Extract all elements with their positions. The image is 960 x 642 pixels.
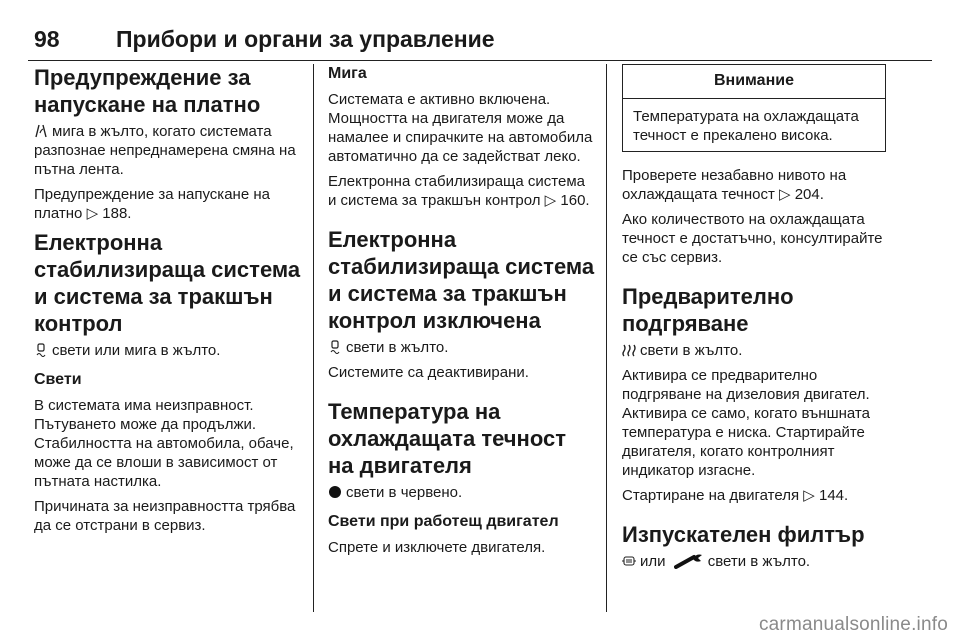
- para-flash-2: Електронна стабилизираща система и система за тракшън контрол ▷ 160.: [328, 173, 590, 209]
- page-header: [28, 22, 932, 56]
- glow-plug-icon: [622, 343, 636, 357]
- column-divider-2: [606, 64, 607, 612]
- para-flash-1: Системата е активно включена. Мощността на двигателя може да намалее и спирачките на автомобила автоматично да се задействат леко.: [328, 91, 593, 165]
- heading-coolant: Температура на охлаждащата течност на двигателя: [328, 399, 567, 478]
- warning-box: [622, 64, 886, 152]
- para-level: Ако количеството на охлаждащата течност е достатъчно, консултирайте се със сервиз.: [622, 211, 883, 266]
- lane-departure-icon: [34, 124, 48, 138]
- para-lane-2: Предупреждение за напускане на платно ▷ 188.: [34, 186, 270, 222]
- heading-filter: Изпускателен филтър: [622, 522, 865, 547]
- heading-esc: Електронна стабилизираща система и система за тракшън контрол: [34, 230, 301, 336]
- page-ref-arrow-icon: ▷: [779, 186, 791, 203]
- page-ref-arrow-icon: ▷: [86, 205, 99, 222]
- para-on-1: В системата има неизправност. Пътуването може да продължи. Стабилността на автомобила, обаче, може да се влоши в зависимост от пътната настилка.: [34, 397, 294, 490]
- column-divider-1: [313, 64, 314, 612]
- para-cool-1: свети в червено.: [328, 483, 596, 502]
- watermark: carmanualsonline.info: [758, 614, 948, 635]
- warning-body: Температурата на охлаждащата течност е прекалено висока.: [633, 108, 859, 144]
- subheading-on: Свети: [34, 371, 82, 388]
- page-number: 98: [34, 26, 60, 52]
- heading-preheat: Предварително подгряване: [622, 284, 794, 336]
- subheading-flash: Мига: [328, 65, 367, 82]
- para-filter: или свети в жълто.: [622, 552, 890, 571]
- warning-title: Внимание: [623, 65, 885, 99]
- para-pre-1: свети в жълто.: [622, 341, 890, 360]
- page-ref[interactable]: 204.: [794, 186, 824, 203]
- subheading-running: Свети при работещ двигател: [328, 513, 559, 530]
- para-lane-1: мига в жълто, когато системата разпознае непреднамерена смяна на пътна лента.: [34, 123, 296, 178]
- esc-off-icon: [328, 340, 342, 354]
- column-3: [622, 64, 890, 577]
- page-ref[interactable]: 160.: [560, 192, 590, 209]
- para-pre-2: Активира се предварително подгряване на дизеловия двигател. Активира се само, когато външната температура е ниска. Стартирайте двигателя, когато контролният индикатор изгасне.: [622, 367, 870, 479]
- column-2: [328, 64, 596, 563]
- heading-lane-departure: Предупреждение за напускане на платно: [34, 65, 261, 117]
- heading-esc-off: Електронна стабилизираща система и система за тракшън контрол изключена: [328, 227, 595, 333]
- page-ref[interactable]: 144.: [818, 487, 849, 504]
- para-run-1: Спрете и изключете двигателя.: [328, 539, 546, 556]
- column-1: [34, 64, 306, 541]
- para-on-2: Причината за неизправността трябва да се отстрани в сервиз.: [34, 498, 296, 534]
- page-ref-arrow-icon: ▷: [803, 487, 815, 504]
- page-title: Прибори и органи за управление: [116, 26, 495, 52]
- header-rule: [28, 60, 932, 61]
- filled-circle-icon: [328, 485, 342, 499]
- exhaust-filter-icon: [622, 554, 636, 568]
- page-ref-arrow-icon: ▷: [544, 192, 557, 209]
- para-check: Проверете незабавно нивото на охлаждащата течност ▷ 204.: [622, 167, 847, 203]
- page-ref[interactable]: 188.: [102, 205, 132, 222]
- para-esc-1: свети или мига в жълто.: [34, 341, 306, 360]
- esc-car-skid-icon: [34, 343, 48, 357]
- wrench-icon: [674, 553, 704, 569]
- para-off-2: Системите са деактивирани.: [328, 364, 529, 381]
- para-pre-3: Стартиране на двигателя ▷ 144.: [622, 487, 849, 504]
- para-off-1: свети в жълто.: [328, 338, 596, 357]
